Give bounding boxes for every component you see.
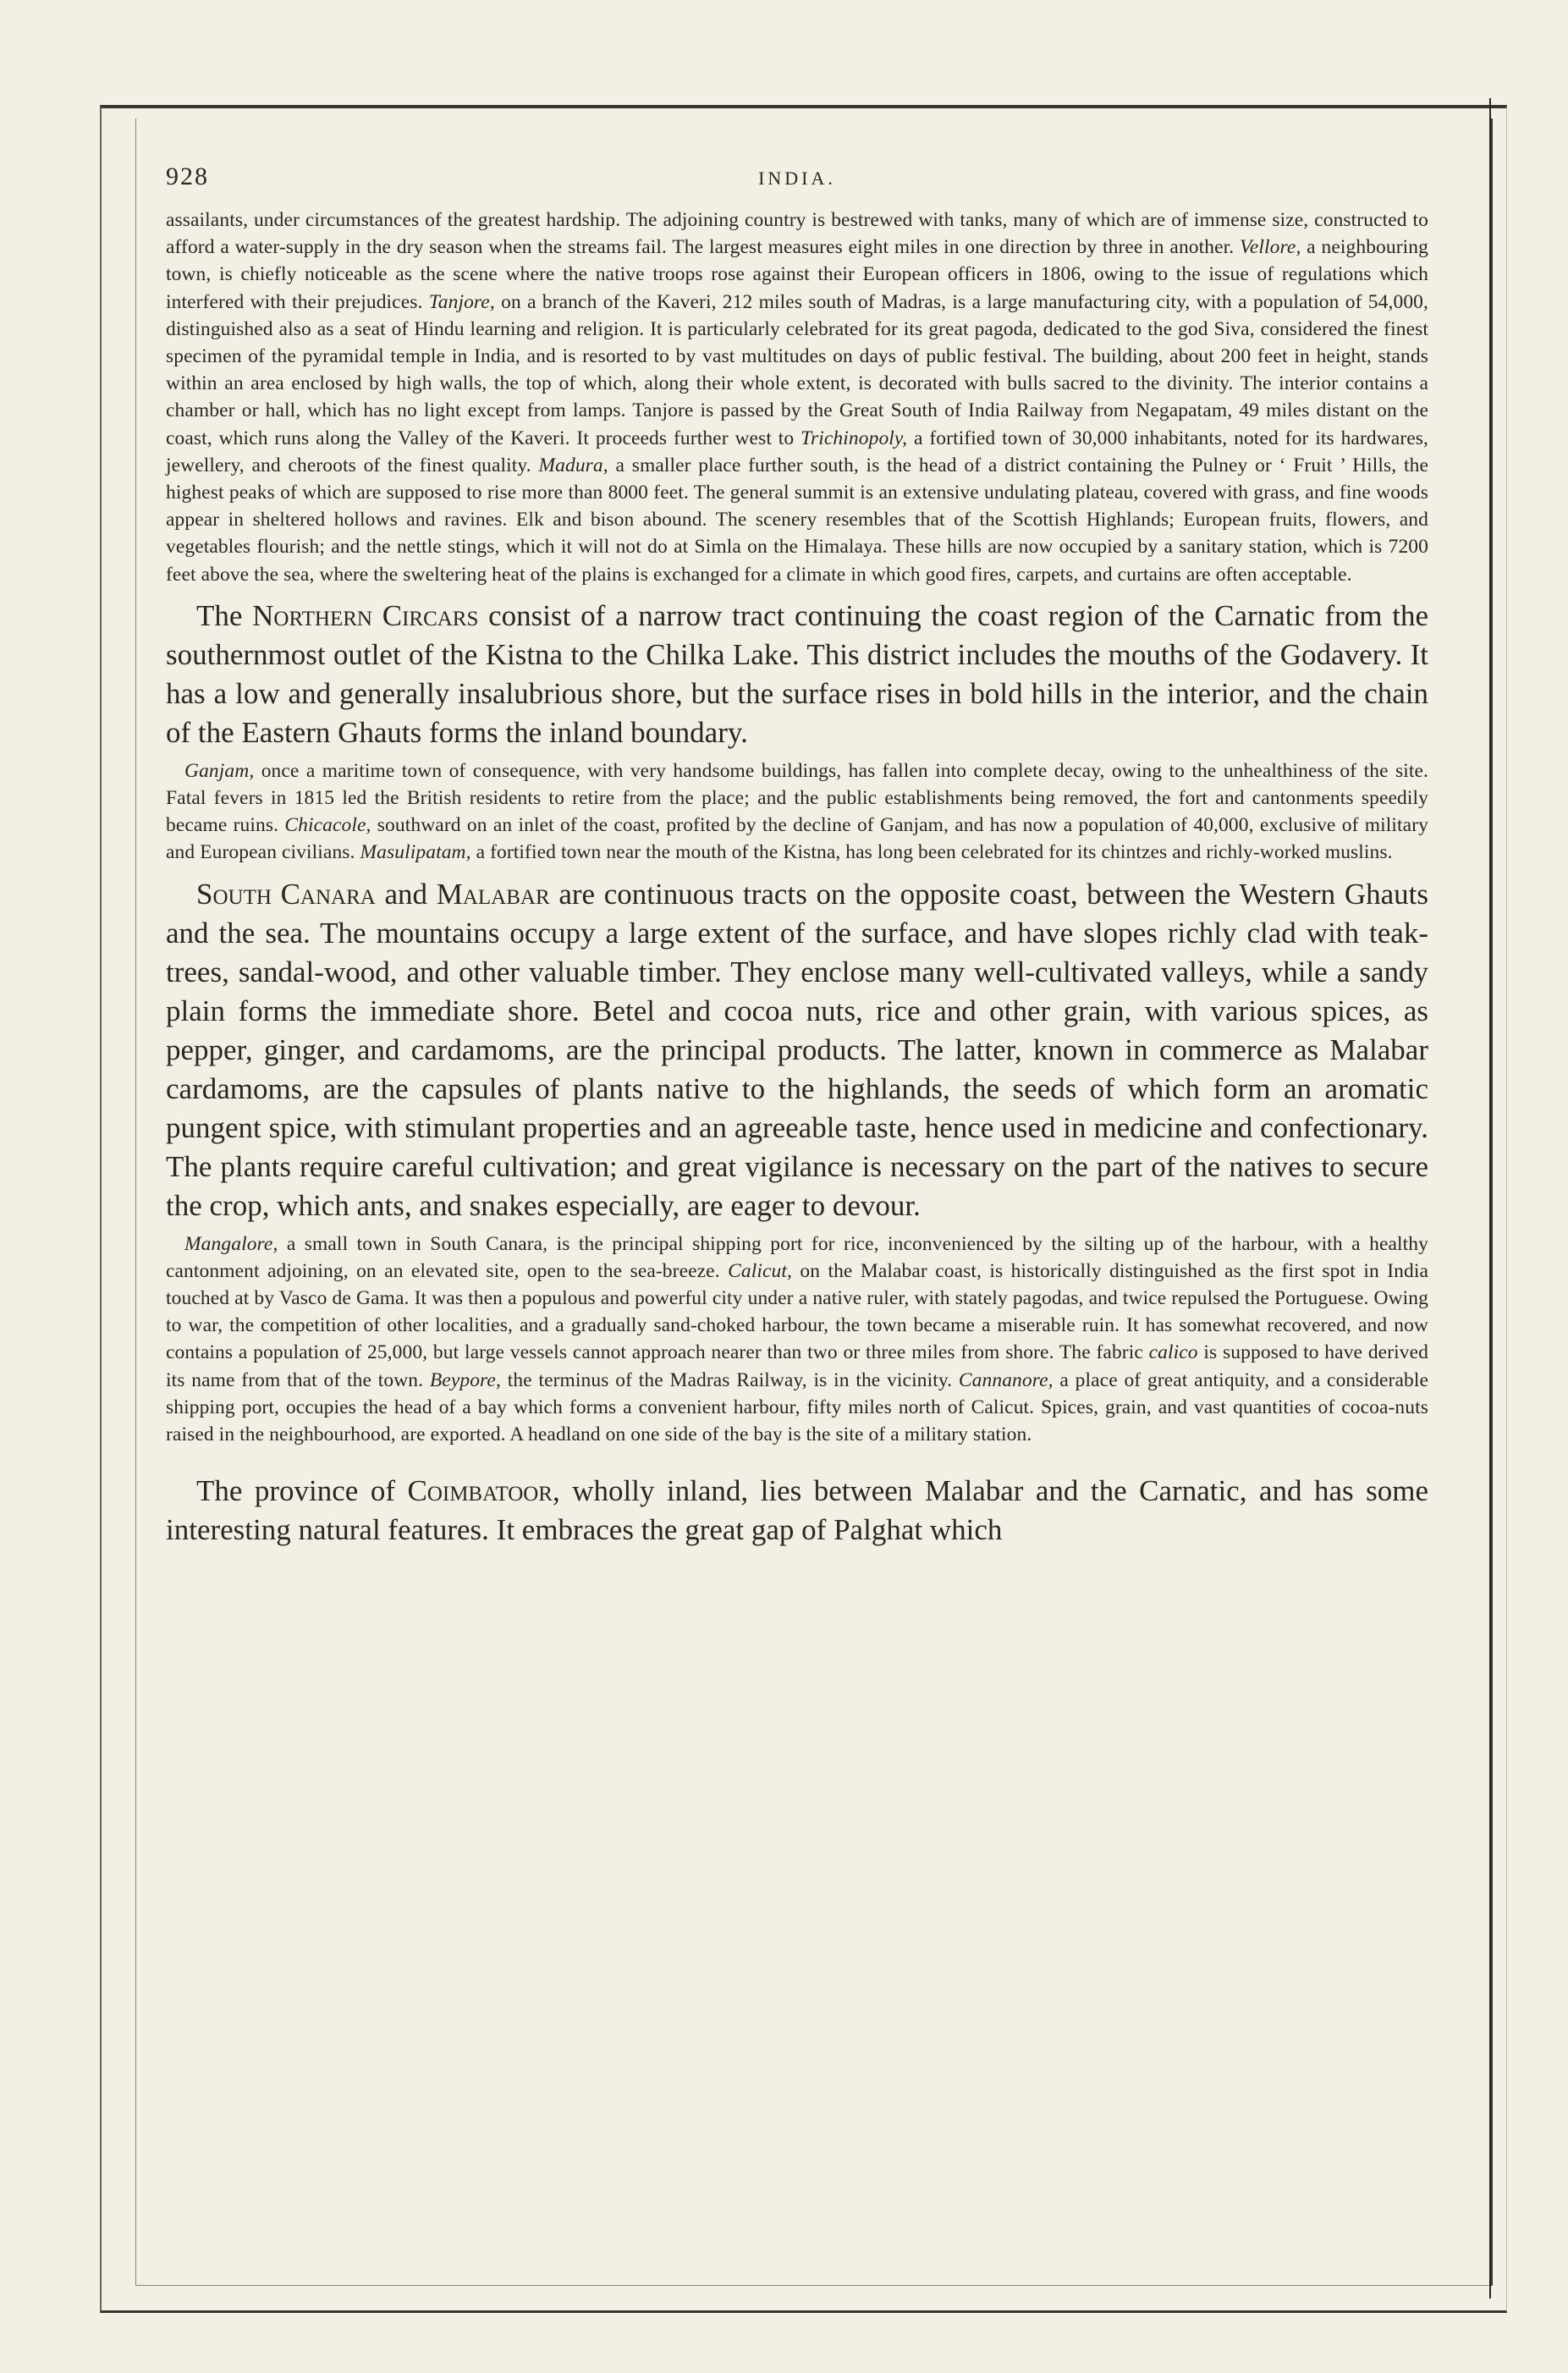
paragraph-madras-district: assailants, under circumstances of the greatest hardship. The adjoining country is bestrewed with tanks, many of which are of immense size, constructed to afford a water-supply in the dry season when the streams fail. The largest measures eight miles in one direction by three in another. Vellore, a neighbouring town, is chiefly noticeable as the scene where the native troops rose against their European officers in 1806, owing to the issue of regulations which interfered with their prejudices. Tanjore, on a branch of the Kaveri, 212 miles south of Madras, is a large manufacturing city, with a population of 54,000, distinguished also as a seat of Hindu learning and religion. It is particularly celebrated for its great pagoda, dedicated to the god Siva, considered the finest specimen of the pyramidal temple in India, and is resorted to by vast multitudes on days of public festival. The building, about 200 feet in height, stands within an area enclosed by high walls, the top of which, along their whole extent, is decorated with bulls sacred to the divinity. The interior contains a chamber or hall, which has no light except from lamps. Tanjore is passed by the Great South of India Railway from Negapatam, 49 miles distant on the coast, which runs along the Valley of the Kaveri. It proceeds further west to Trichinopoly, a fortified town of 30,000 inhabitants, noted for its hardwares, jewellery, and cheroots of the finest quality. Madura, a smaller place further south, is the head of a district containing the Pulney or ‘ Fruit ’ Hills, the highest peaks of which are supposed to rise more than 8000 feet. The general summit is an extensive undulating plateau, covered with grass, and fine woods appear in sheltered hollows and ravines. Elk and bison abound. The scenery resembles that of the Scottish Highlands; European fruits, flowers, and vegetables flourish; and the nettle stings, which it will not do at Simla on the Himalaya. These hills are now occupied by a sanitary station, which is 7200 feet above the sea, where the sweltering heat of the plains is exchanged for a climate in which good fires, carpets, and curtains are often acceptable. [166, 209, 1428, 586]
right-margin-rule [1489, 98, 1491, 2299]
paragraph-south-canara: South Canara and Malabar are continuous tracts on the opposite coast, between the Western Ghauts and the sea. The mountains occupy a large extent of the surface, and have slopes richly clad with teak-trees, sandal-wood, and other valuable timber. They enclose many well-cultivated valleys, while a sandy plain forms the immediate shore. Betel and cocoa nuts, rice and other grain, with various spices, as pepper, ginger, and cardamoms, are the principal products. The latter, known in commerce as Malabar cardamoms, are the capsules of plants native to the highlands, the seeds of which form an aromatic pungent spice, with stimulant properties and an agreeable taste, hence used in medicine and confectionary. The plants require careful cultivation; and great vigilance is necessary on the part of the natives to secure the crop, which ants, and snakes especially, are eager to devour. [166, 877, 1428, 1222]
page-number: 928 [166, 162, 209, 190]
paragraph-ganjam: Ganjam, once a maritime town of consequence, with very handsome buildings, has fallen into complete decay, owing to the unhealthiness of the site. Fatal fevers in 1815 led the British residents to retire from the place; and the public establishments being removed, the fort and cantonments speedily became ruins. Chicacole, southward on an inlet of the coast, profited by the decline of Ganjam, and has now a population of 40,000, exclusive of military and European civilians. Masulipatam, a fortified town near the mouth of the Kistna, has long been celebrated for its chintzes and richly-worked muslins. [166, 759, 1428, 864]
paragraph-northern-circars: The Northern Circars consist of a narrow tract continuing the coast region of the Carnatic from the southernmost outlet of the Kistna to the Chilka Lake. This district includes the mouths of the Godavery. It has a low and generally insalubrious shore, but the surface rises in bold hills in the interior, and the chain of the Eastern Ghauts forms the inland boundary. [166, 598, 1429, 749]
page-content [166, 162, 1428, 1555]
page-header [166, 162, 1428, 206]
running-title: INDIA. [758, 168, 836, 189]
paragraph-mangalore: Mangalore, a small town in South Canara, is the principal shipping port for rice, inconvenienced by the silting up of the harbour, with a healthy cantonment adjoining, on an elevated site, open to the sea-breeze. Calicut, on the Malabar coast, is historically distinguished as the first spot in India touched at by Vasco de Gama. It was then a populous and powerful city under a native ruler, with stately pagodas, and twice repulsed the Portuguese. Owing to war, the competition of other localities, and a gradually sand-choked harbour, the town became a miserable ruin. It has somewhat recovered, and now contains a population of 25,000, but large vessels cannot approach nearer than two or three miles from shore. The fabric calico is supposed to have derived its name from that of the town. Beypore, the terminus of the Madras Railway, is in the vicinity. Cannanore, a place of great antiquity, and a considerable shipping port, occupies the head of a bay which forms a convenient harbour, fifty miles north of Calicut. Spices, grain, and vast quantities of cocoa-nuts raised in the neighbourhood, are exported. A headland on one side of the bay is the site of a military station. [166, 1232, 1429, 1446]
paragraph-coimbatoor: The province of Coimbatoor, wholly inland, lies between Malabar and the Carnatic, and has some interesting natural features. It embraces the great gap of Palghat which [166, 1474, 1428, 1547]
